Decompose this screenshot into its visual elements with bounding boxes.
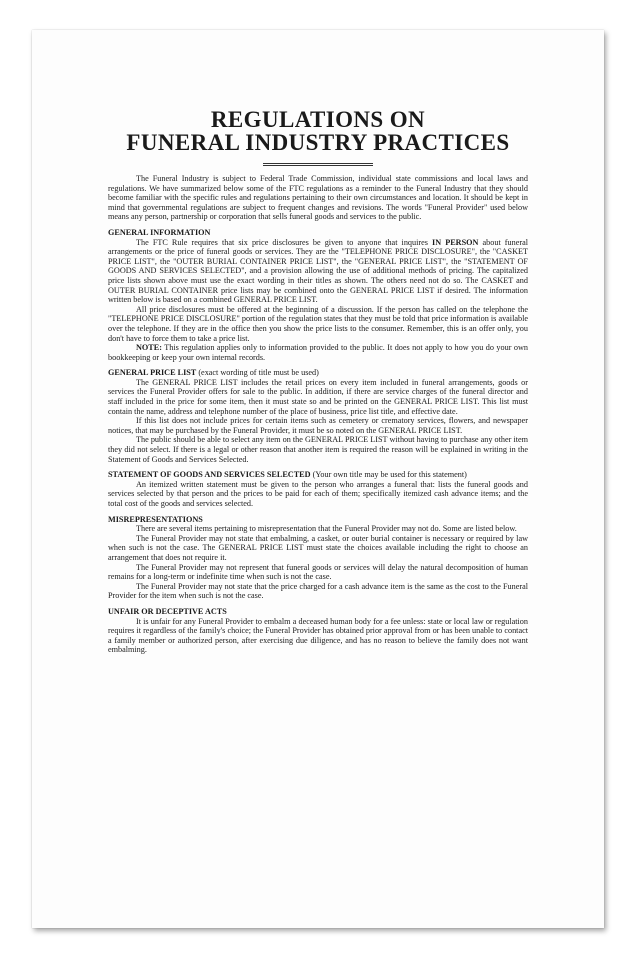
document-page xyxy=(32,30,604,928)
paragraph: If this list does not include prices for certain items such as cemetery or crematory services, flowers, and newspaper notices, that may be purchased by the Funeral Provider, it must be so noted on the GENERAL PRICE LIST. xyxy=(108,416,528,435)
heading-text: GENERAL PRICE LIST xyxy=(108,368,197,378)
paragraph: The Funeral Provider may not state that embalming, a casket, or outer burial container is necessary or required by law when such is not the case. The GENERAL PRICE LIST must state the choices available including the right to choose an arrangement that does not require it. xyxy=(108,533,528,562)
paragraph: An itemized written statement must be given to the person who arranges a funeral that: lists the funeral goods and services selected by that person and the prices to be paid for each of them; specifically itemized cash advance items; and the total cost of the goods and services selected. xyxy=(108,479,528,508)
paragraph: There are several items pertaining to misrepresentation that the Funeral Provider may not do. Some are listed below. xyxy=(136,524,517,534)
heading-subtext: (exact wording of title must be used) xyxy=(196,368,319,378)
paragraph: All price disclosures must be offered at the beginning of a discussion. If the person has called on the telephone the "TELEPHONE PRICE DISCLOSURE" portion of the regulation states that they must be told that price information is available over the telephone. If they are in the office then you show the price lists to the consumer. Remember, this is an offer only, you don't have to force them to take a price list. xyxy=(108,304,528,343)
paragraph: The public should be able to select any item on the GENERAL PRICE LIST without having to purchase any other item they did not select. If there is a legal or other reason that another item is required the reason will be explained in writing in the Statement of Goods and Services Selected. xyxy=(108,435,528,464)
page-title xyxy=(108,108,528,154)
section-misrepresentations xyxy=(108,515,528,601)
section-general-price-list xyxy=(108,368,528,464)
section-general-information xyxy=(108,228,528,362)
paragraph: The Funeral Provider may not represent that funeral goods or services will delay the natural decomposition of human remains for a long-term or indefinite time when such is not the case. xyxy=(108,562,528,582)
intro-paragraph: The Funeral Industry is subject to Federal Trade Commission, individual state commissions and local laws and regulations. We have summarized below some of the FTC regulations as a reminder to the Funeral Industry that they should become familiar with the specific rules and regulations pertaining to their own circumstances and location. It should be kept in mind that governmental regulations are subject to frequent changes and revisions. The words "Funeral Provider" used below means any person, partnership or corporation that sells funeral goods and services to the public. xyxy=(108,174,528,222)
note-text: This regulation applies only to information provided to the public. It does not apply to how you do your own bookkeeping or keep your own internal records. xyxy=(108,343,528,362)
section-statement-of-goods xyxy=(108,470,528,508)
section-heading xyxy=(108,368,528,378)
paragraph: The Funeral Provider may not state that the price charged for a cash advance item is the same as the cost to the Funeral Provider for the item when such is not the case. xyxy=(108,581,528,601)
heading-text: STATEMENT OF GOODS AND SERVICES SELECTED xyxy=(108,470,311,480)
section-heading: MISREPRESENTATIONS xyxy=(108,514,203,524)
paragraph xyxy=(108,238,528,305)
title-line-1: REGULATIONS ON xyxy=(210,107,426,132)
document-content xyxy=(108,108,528,655)
text-run: about funeral arrangements or the price of funeral goods or services. They are the "TELEPHONE PRICE DISCLOSURE", the "CASKET PRICE LIST", the "OUTER BURIAL CONTAINER PRICE LIST", the "GENERAL PRICE LIST", the "STATEMENT OF GOODS AND SERVICES SELECTED", and a provision allowing the use of additional methods of pricing. The capitalized price lists shown above must use the exact wording in their titles as shown. The others need not do so. The CASKET and OUTER BURIAL CONTAINER price lists may be combined onto the GENERAL PRICE LIST if desired. The information written below is based on a combined GENERAL PRICE LIST. xyxy=(108,237,528,305)
title-divider xyxy=(263,163,373,166)
section-heading xyxy=(108,470,528,480)
emphasis-text: IN PERSON xyxy=(432,237,479,247)
text-run: The FTC Rule requires that six price disclosures be given to anyone that inquires xyxy=(136,237,433,247)
section-unfair-deceptive-acts xyxy=(108,607,528,655)
section-heading: GENERAL INFORMATION xyxy=(108,227,211,237)
paragraph: It is unfair for any Funeral Provider to embalm a deceased human body for a fee unless: state or local law or regulation requires it regardless of the family's choice; the Funeral Provider has obtained prior approval from or has been unable to contact a family member or authorized person, after exercising due diligence, and has no reason to believe the family does not want embalming. xyxy=(108,616,528,655)
title-line-2: FUNERAL INDUSTRY PRACTICES xyxy=(126,130,510,155)
heading-subtext: (Your own title may be used for this statement) xyxy=(310,470,467,480)
note-paragraph xyxy=(108,343,528,362)
paragraph: The GENERAL PRICE LIST includes the retail prices on every item included in funeral arrangements, goods or services the Funeral Provider offers for sale to the public. In addition, if there are service charges of the funeral director and staff included in the price for some item, then it must state so and be printed on the GENERAL PRICE LIST. This list must contain the name, address and telephone number of the place of business, price list title, and effective date. xyxy=(108,377,528,416)
note-label: NOTE: xyxy=(136,343,162,353)
section-heading: UNFAIR OR DECEPTIVE ACTS xyxy=(108,606,227,616)
